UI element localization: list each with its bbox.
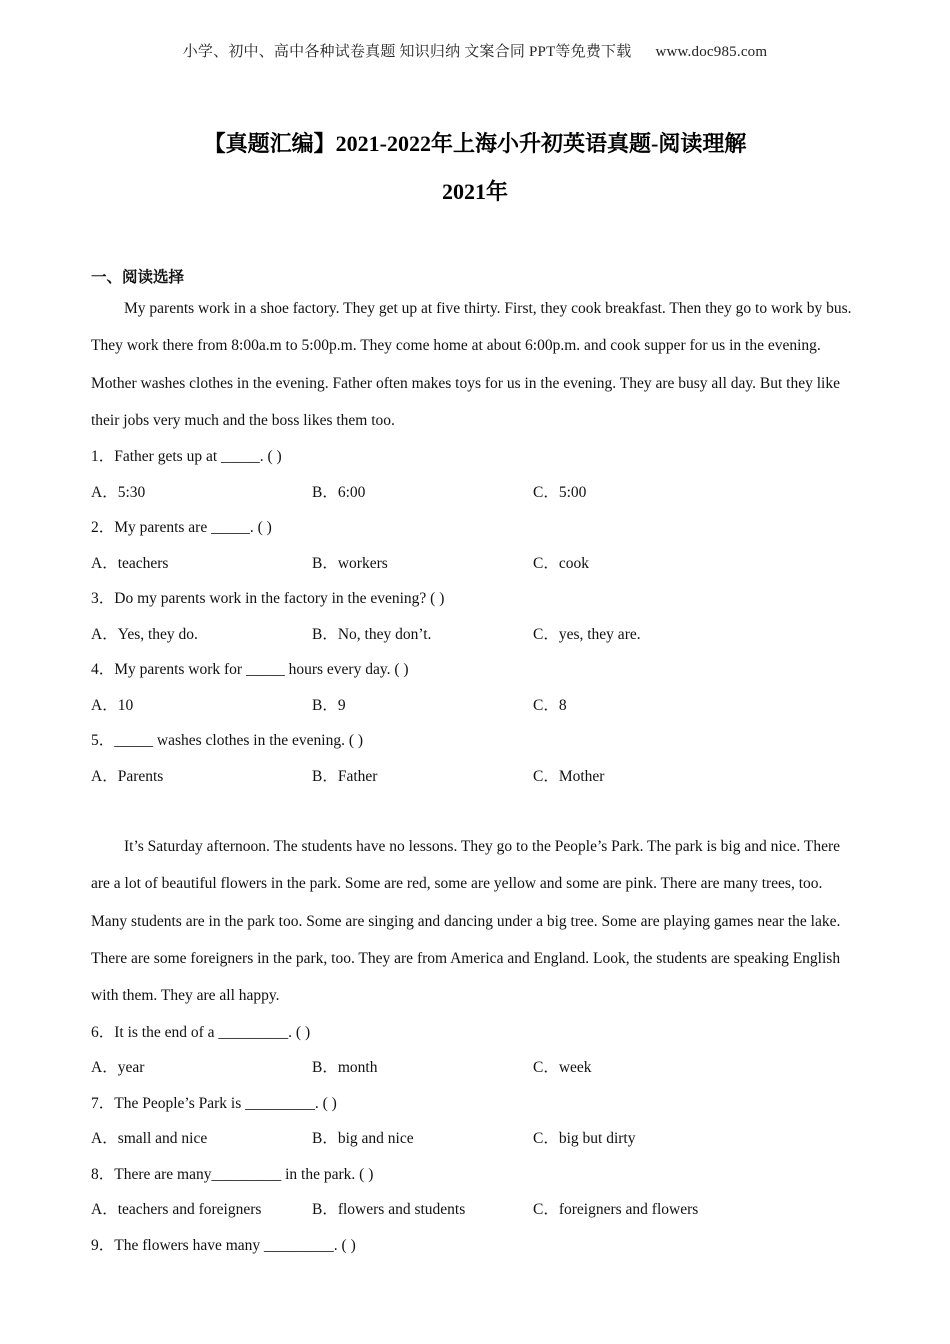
option-a: A．Yes, they do. (91, 625, 198, 643)
options-7 (91, 1121, 861, 1157)
question-1: 1．Father gets up at _____. ( ) (91, 448, 282, 466)
option-c: C．cook (533, 554, 589, 572)
option-c: C．foreigners and flowers (533, 1201, 699, 1219)
section-heading: 一、阅读选择 (91, 269, 185, 286)
question-2: 2．My parents are _____. ( ) (91, 519, 272, 537)
option-b: B．big and nice (312, 1130, 414, 1148)
options-4 (91, 688, 861, 724)
document-body (91, 266, 861, 1263)
option-b: B．No, they don’t. (312, 625, 432, 643)
options-3 (91, 617, 861, 653)
question-8: 8．There are many_________ in the park. ( ) (91, 1165, 374, 1183)
option-c: C．8 (533, 696, 567, 714)
question-3: 3．Do my parents work in the factory in the evening? ( ) (91, 590, 445, 608)
option-c: C．yes, they are. (533, 625, 641, 643)
option-a: A．small and nice (91, 1130, 208, 1148)
passage-1: My parents work in a shoe factory. They get up at five thirty. First, they cook breakfast. Then they go to work by bus. They work there from 8:00a.m to 5:00p.m. They come home at about 6:00p.m. and cook supper for us in the evening. Mother washes clothes in the evening. Father often makes toys for us in the evening. They are busy all day. But they like their jobs very much and the boss likes them too. (91, 300, 852, 429)
option-c: C．big but dirty (533, 1130, 636, 1148)
question-6: 6．It is the end of a _________. ( ) (91, 1023, 311, 1041)
option-b: B．6:00 (312, 483, 366, 501)
option-b: B．month (312, 1059, 378, 1077)
question-5: 5．_____ washes clothes in the evening. ( ) (91, 732, 364, 750)
options-6 (91, 1050, 861, 1086)
option-b: B．workers (312, 554, 388, 572)
option-a: A．Parents (91, 767, 164, 785)
page-title: 【真题汇编】2021-2022年上海小升初英语真题-阅读理解 (203, 131, 747, 156)
page-subtitle: 2021年 (441, 179, 508, 204)
options-1 (91, 475, 861, 511)
option-a: A．teachers and foreigners (91, 1201, 262, 1219)
options-2 (91, 546, 861, 582)
options-5 (91, 759, 861, 795)
page-header (0, 40, 950, 61)
option-a: A．5:30 (91, 483, 146, 501)
question-4: 4．My parents work for _____ hours every day. ( ) (91, 661, 409, 679)
header-site-link[interactable]: www.doc985.com (655, 44, 768, 60)
options-8 (91, 1192, 861, 1228)
option-b: B．Father (312, 767, 378, 785)
option-a: A．year (91, 1059, 145, 1077)
option-c: C．5:00 (533, 483, 587, 501)
spacer (91, 794, 861, 828)
option-a: A．teachers (91, 554, 169, 572)
option-b: B．9 (312, 696, 346, 714)
question-9: 9．The flowers have many _________. ( ) (91, 1236, 356, 1254)
option-c: C．week (533, 1059, 592, 1077)
option-c: C．Mother (533, 767, 605, 785)
option-b: B．flowers and students (312, 1201, 466, 1219)
header-text: 小学、初中、高中各种试卷真题 知识归纳 文案合同 PPT等免费下载 (182, 44, 632, 60)
passage-2: It’s Saturday afternoon. The students have no lessons. They go to the People’s Park. The park is big and nice. There are a lot of beautiful flowers in the park. Some are red, some are yellow and some are pink. There are many trees, too. Many students are in the park too. Some are singing and dancing under a big tree. Some are playing games near the lake. There are some foreigners in the park, too. They are from America and England. Look, the students are speaking English with them. They are all happy. (91, 838, 841, 1005)
question-7: 7．The People’s Park is _________. ( ) (91, 1094, 337, 1112)
option-a: A．10 (91, 696, 134, 714)
